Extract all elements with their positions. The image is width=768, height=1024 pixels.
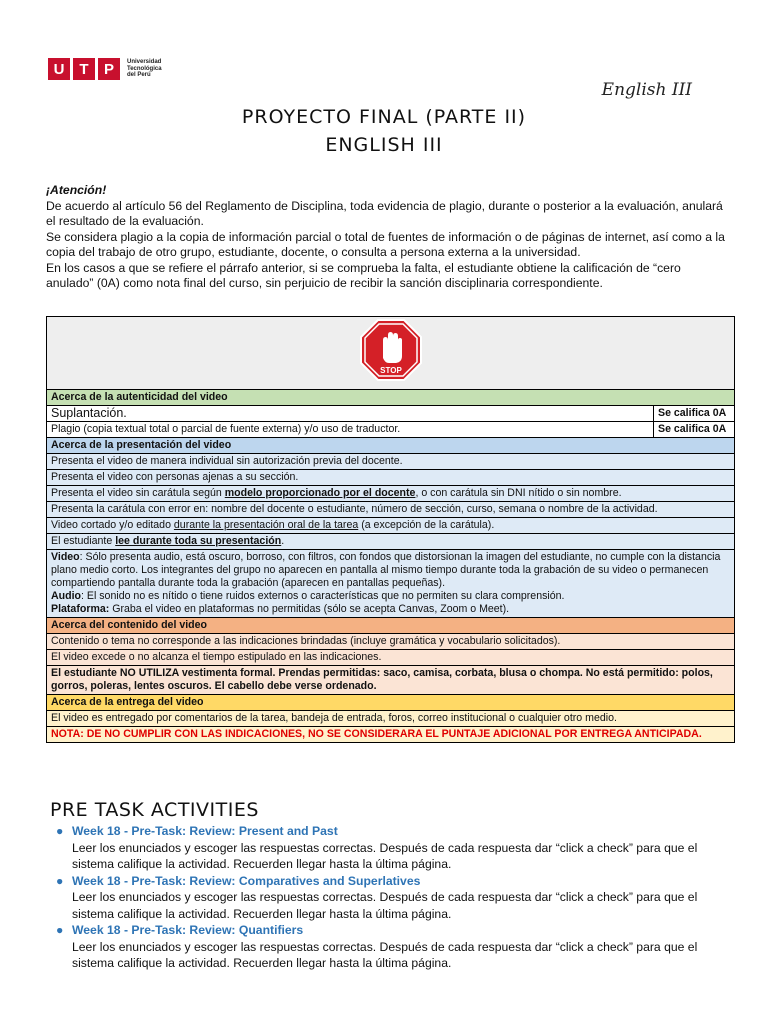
rule-presentation-2: Presenta el video con personas ajenas a su sección. [47, 470, 735, 486]
rule-presentation-5 [47, 518, 735, 534]
rule-delivery-1: El video es entregado por comentarios de la tarea, bandeja de entrada, foros, correo institucional o cualquier otro medio. [47, 711, 735, 727]
list-item [50, 823, 740, 873]
rule-presentation-3-part-c: , o con carátula sin DNI nítido o sin nombre. [415, 487, 622, 499]
rule-presentation-3 [47, 486, 735, 502]
page-title: PROYECTO FINAL (PARTE II) [241, 106, 527, 128]
pretask-instructions: Leer los enunciados y escoger las respuestas correctas. Después de cada respuesta dar “click a check” para que el sistema califique la actividad. Recuerden llegar hasta la última página. [72, 890, 698, 921]
platform-text: Graba el video en plataformas no permitidas (sólo se acepta Canvas, Zoom o Meet). [109, 603, 510, 615]
pretask-link-quantifiers[interactable]: Week 18 - Pre-Task: Review: Quantifiers [72, 923, 304, 937]
bullet-icon: ● [56, 824, 64, 838]
pretask-list [50, 823, 740, 972]
pretask-title: PRE TASK ACTIVITIES [50, 799, 259, 821]
plagiarism-warning [46, 183, 726, 292]
score-impersonation: Se califica 0A [654, 406, 735, 422]
section-presentation: Acerca de la presentación del video [47, 438, 735, 454]
score-plagiarism: Se califica 0A [654, 422, 735, 438]
rule-presentation-5-part-b: durante la presentación oral de la tarea [173, 519, 359, 531]
page-subtitle: ENGLISH III [325, 134, 443, 156]
logo-university-name: Universidad Tecnológica del Perú [127, 59, 162, 79]
warning-paragraph-1: De acuerdo al artículo 56 del Reglamento de Disciplina, toda evidencia de plagio, durante o posterior a la evaluación, anulará el resultado de la evaluación. [46, 198, 723, 228]
rule-content-1: Contenido o tema no corresponde a las indicaciones brindadas (incluye gramática y vocabulario solicitados). [47, 634, 735, 650]
pretask-link-present-past[interactable]: Week 18 - Pre-Task: Review: Present and Past [72, 824, 338, 838]
rule-presentation-4: Presenta la carátula con error en: nombre del docente o estudiante, número de sección, curso, semana o nombre de la actividad. [47, 502, 735, 518]
rule-presentation-3-part-b: modelo proporcionado por el docente [224, 487, 416, 499]
rule-presentation-5-part-a: Video cortado y/o editado [51, 519, 174, 531]
video-text: : Sólo presenta audio, está oscuro, borroso, con filtros, con fondos que distorsionan la imagen del estudiante, no cumple con la distancia plano medio corto. Los integrantes del grupo no aparecen en pantalla al mismo tiempo durante toda la grabación de su video o permanecen compartiendo pantalla durante toda la grabación (aparecen en pantallas pequeñas). [51, 551, 721, 589]
rules-table [46, 316, 735, 743]
rule-video-audio-platform [47, 550, 735, 618]
stop-sign-icon [359, 318, 423, 382]
course-name: English III [601, 80, 692, 100]
logo-letter-u: U [48, 58, 70, 80]
section-content: Acerca del contenido del video [47, 618, 735, 634]
section-delivery: Acerca de la entrega del video [47, 695, 735, 711]
list-item [50, 922, 740, 972]
warning-paragraph-3: En los casos a que se refiere el párrafo anterior, si se comprueba la falta, el estudiante obtiene la calificación de “cero anulado” (0A) como nota final del curso, sin perjuicio de recibir la sanción disciplinaria correspondiente. [46, 260, 681, 290]
audio-label: Audio [51, 590, 82, 602]
video-label: Video [51, 551, 80, 563]
warning-paragraph-2: Se considera plagio a la copia de información parcial o total de fuentes de información o de páginas de internet, así como a la copia del trabajo de otro grupo, estudiante, docente, o consulta a persona externa a la universidad. [46, 229, 725, 259]
rule-presentation-5-part-c: (a excepción de la carátula). [358, 519, 495, 531]
warning-heading: ¡Atención! [46, 183, 107, 197]
rule-presentation-1: Presenta el video de manera individual sin autorización previa del docente. [47, 454, 735, 470]
section-authenticity: Acerca de la autenticidad del video [47, 390, 735, 406]
list-item [50, 873, 740, 923]
platform-label: Plataforma: [51, 603, 110, 615]
pretask-instructions: Leer los enunciados y escoger las respuestas correctas. Después de cada respuesta dar “click a check” para que el sistema califique la actividad. Recuerden llegar hasta la última página. [72, 840, 698, 871]
rule-presentation-3-part-a: Presenta el video sin carátula según [51, 487, 225, 499]
rule-impersonation: Suplantación. [47, 406, 654, 422]
rule-presentation-6 [47, 534, 735, 550]
rule-content-3: El estudiante NO UTILIZA vestimenta formal. Prendas permitidas: saco, camisa, corbata, blusa o chompa. No está permitido: polos, gorros, poleras, lentes oscuros. El cabello debe verse ordenado. [47, 666, 735, 695]
pretask-instructions: Leer los enunciados y escoger las respuestas correctas. Después de cada respuesta dar “click a check” para que el sistema califique la actividad. Recuerden llegar hasta la última página. [72, 939, 698, 970]
logo-letter-p: P [98, 58, 120, 80]
rule-content-2: El video excede o no alcanza el tiempo estipulado en las indicaciones. [47, 650, 735, 666]
pretask-link-comparatives[interactable]: Week 18 - Pre-Task: Review: Comparatives and Superlatives [72, 873, 421, 888]
bullet-icon: ● [56, 923, 64, 937]
rule-plagiarism: Plagio (copia textual total o parcial de fuente externa) y/o uso de traductor. [47, 422, 654, 438]
audio-text: : El sonido no es nítido o tiene ruidos externos o características que no permiten su clara comprensión. [81, 590, 565, 602]
logo-letter-t: T [73, 58, 95, 80]
note-early-delivery: NOTA: DE NO CUMPLIR CON LAS INDICACIONES, NO SE CONSIDERARA EL PUNTAJE ADICIONAL POR ENTREGA ANTICIPADA. [47, 727, 735, 743]
rule-presentation-6-part-c: . [281, 535, 285, 547]
rule-presentation-6-part-a: El estudiante [51, 535, 116, 547]
stop-sign-text: STOP [379, 366, 402, 375]
rule-presentation-6-part-b: lee durante toda su presentación [115, 535, 282, 547]
utp-logo [48, 58, 167, 80]
bullet-icon: ● [56, 873, 64, 888]
stop-cell [47, 317, 735, 390]
